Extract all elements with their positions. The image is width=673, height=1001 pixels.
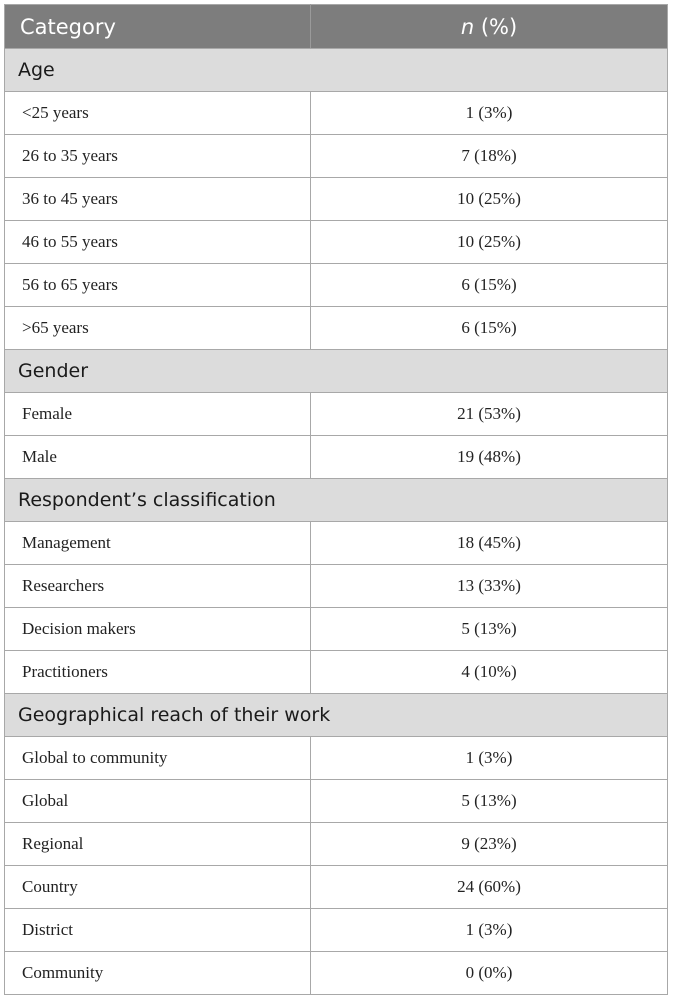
category-cell: 26 to 35 years <box>5 135 311 178</box>
header-percent: (%) <box>474 14 518 39</box>
value-cell: 5 (13%) <box>311 608 668 651</box>
value-cell: 0 (0%) <box>311 952 668 995</box>
section-row <box>5 350 668 393</box>
value-cell: 9 (23%) <box>311 823 668 866</box>
value-cell: 7 (18%) <box>311 135 668 178</box>
category-cell: Management <box>5 522 311 565</box>
category-cell: Regional <box>5 823 311 866</box>
category-cell: 36 to 45 years <box>5 178 311 221</box>
section-row <box>5 49 668 92</box>
category-cell: Male <box>5 436 311 479</box>
section-row <box>5 479 668 522</box>
table-row <box>5 651 668 694</box>
category-cell: Decision makers <box>5 608 311 651</box>
table-row <box>5 135 668 178</box>
category-cell: Global to community <box>5 737 311 780</box>
value-cell: 18 (45%) <box>311 522 668 565</box>
value-cell: 6 (15%) <box>311 264 668 307</box>
header-n: n <box>460 14 475 39</box>
table-row <box>5 264 668 307</box>
table-row <box>5 780 668 823</box>
table-row <box>5 909 668 952</box>
category-cell: Researchers <box>5 565 311 608</box>
value-cell: 10 (25%) <box>311 221 668 264</box>
table-row <box>5 522 668 565</box>
table-row <box>5 737 668 780</box>
category-cell: Country <box>5 866 311 909</box>
value-cell: 6 (15%) <box>311 307 668 350</box>
value-cell: 1 (3%) <box>311 737 668 780</box>
value-cell: 10 (25%) <box>311 178 668 221</box>
category-cell: 56 to 65 years <box>5 264 311 307</box>
table-row <box>5 92 668 135</box>
section-title: Gender <box>5 350 668 393</box>
category-cell: Female <box>5 393 311 436</box>
header-n-percent <box>311 5 668 49</box>
table-row <box>5 221 668 264</box>
category-cell: Practitioners <box>5 651 311 694</box>
table-row <box>5 436 668 479</box>
category-cell: 46 to 55 years <box>5 221 311 264</box>
section-title: Age <box>5 49 668 92</box>
table-row <box>5 307 668 350</box>
table-body <box>5 49 668 995</box>
category-cell: District <box>5 909 311 952</box>
table-row <box>5 565 668 608</box>
value-cell: 21 (53%) <box>311 393 668 436</box>
category-cell: <25 years <box>5 92 311 135</box>
value-cell: 1 (3%) <box>311 909 668 952</box>
value-cell: 1 (3%) <box>311 92 668 135</box>
category-cell: Community <box>5 952 311 995</box>
header-category: Category <box>5 5 311 49</box>
value-cell: 5 (13%) <box>311 780 668 823</box>
header-row <box>5 5 668 49</box>
value-cell: 24 (60%) <box>311 866 668 909</box>
value-cell: 13 (33%) <box>311 565 668 608</box>
table-row <box>5 178 668 221</box>
category-cell: Global <box>5 780 311 823</box>
table-row <box>5 823 668 866</box>
value-cell: 19 (48%) <box>311 436 668 479</box>
category-cell: >65 years <box>5 307 311 350</box>
table-row <box>5 952 668 995</box>
table-header <box>5 5 668 49</box>
table-row <box>5 393 668 436</box>
value-cell: 4 (10%) <box>311 651 668 694</box>
demographics-table <box>4 4 668 995</box>
table-row <box>5 866 668 909</box>
table-row <box>5 608 668 651</box>
section-title: Geographical reach of their work <box>5 694 668 737</box>
section-title: Respondent’s classification <box>5 479 668 522</box>
section-row <box>5 694 668 737</box>
